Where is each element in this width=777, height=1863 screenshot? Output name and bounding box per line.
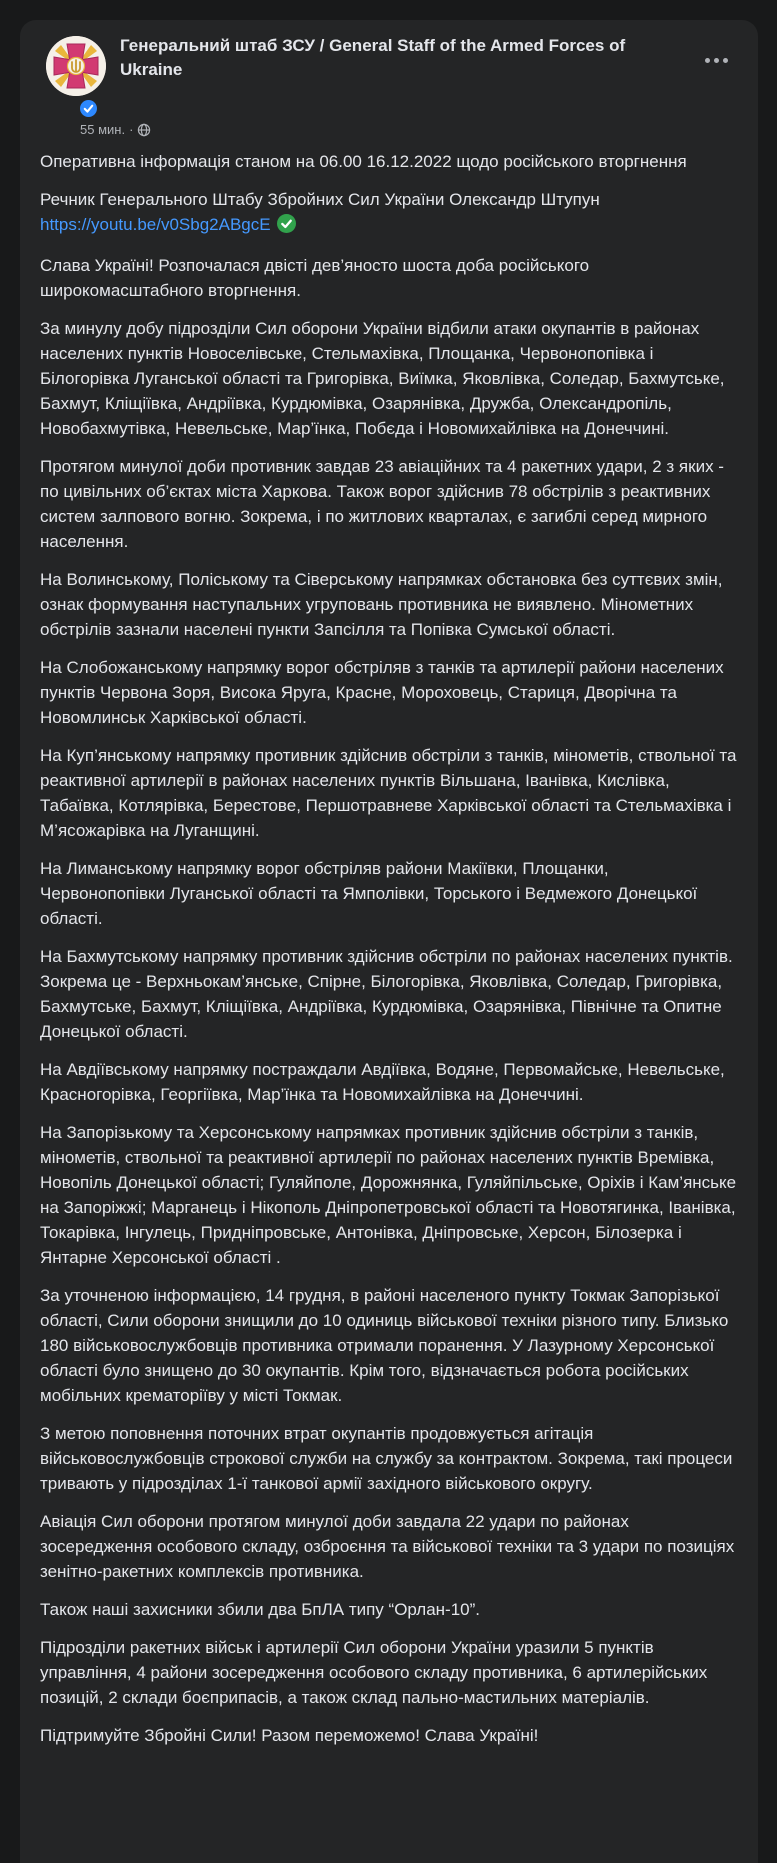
post-text xyxy=(36,149,742,1748)
post-paragraph: Протягом минулої доби противник завдав 23 авіаційних та 4 ракетних удари, 2 з яких - по цивільних об’єктах міста Харкова. Також ворог здійснив 78 обстрілів з реактивних систем залпового вогню. Зокрема, і по житлових кварталах, є загиблі серед мирного населення. xyxy=(40,457,729,551)
post-paragraph: Також наші захисники збили два БпЛА типу “Орлан-10”. xyxy=(40,1600,481,1619)
avatar[interactable] xyxy=(46,36,106,96)
post-header-sub xyxy=(80,100,742,137)
post-paragraph: На Бахмутському напрямку противник здійснив обстріли по районах населених пунктів. Зокрема це - Верхньокам’янське, Спірне, Білогорівка, Яковлівка, Соледар, Григорівка, Бахмутське, Бахмут, Кліщіївка, Андріївка, Курдюмівка, Озарянівка, Північне та Опитне Донецької області. xyxy=(40,947,738,1041)
page-name[interactable]: Генеральний штаб ЗСУ / General Staff of the Armed Forces of Ukraine xyxy=(120,36,626,79)
post-paragraph: На Слобожанському напрямку ворог обстріляв з танків та артилерії райони населених пунктів Червона Зоря, Висока Яруга, Красне, Мороховець, Стариця, Дворічна та Новомлинськ Харківської області. xyxy=(40,658,729,727)
post-paragraph: За уточненою інформацією, 14 грудня, в районі населеного пункту Токмак Запорізької області, Сили оборони знищили до 10 одиниць військової техніки різного типу. Близько 180 військовослужбовців противника отримали поранення. У Лазурному Херсонської області було знищено до 30 окупантів. Крім того, відзначається робота російських мобільних крематоріїву у місті Токмак. xyxy=(40,1286,734,1405)
more-options-button[interactable] xyxy=(697,50,736,71)
verified-badge-icon xyxy=(80,104,97,121)
post-paragraph: Оперативна інформація станом на 06.00 16.12.2022 щодо російського вторгнення xyxy=(40,152,687,171)
post-paragraph: На Авдіївському напрямку постраждали Авдіївка, Водяне, Первомайське, Невельське, Красногорівка, Георгіївка, Мар’їнка та Новомихайлівка на Донеччині. xyxy=(40,1060,730,1104)
general-staff-emblem-icon xyxy=(46,36,106,96)
post-paragraph: Підтримуйте Збройні Сили! Разом переможемо! Слава Україні! xyxy=(40,1726,539,1745)
post-paragraph xyxy=(40,187,738,240)
post-paragraph: На Лиманському напрямку ворог обстріляв райони Макіївки, Площанки, Червонопопівки Луганської області та Ямполівки, Торського і Ведмежого Донецької області. xyxy=(40,859,702,928)
post-paragraph: На Запорізькому та Херсонському напрямках противник здійснив обстріли з танків, мінометів, ствольної та реактивної артилерії по районах населених пунктів Времівка, Новопіль Донецької області; Гуляйполе, Дорожнянка, Гуляйпільське, Оріхів і Кам’янське на Запоріжжі; Марганець і Нікополь Дніпропетровської області та Новотягинка, Іванівка, Токарівка, Інгулець, Придніпровське, Антонівка, Дніпровське, Херсон, Білозерка і Янтарне Херсонської області . xyxy=(40,1123,741,1267)
more-options-icon xyxy=(705,58,728,63)
timestamp-link[interactable]: 55 мин. xyxy=(80,122,126,137)
post-paragraph: За минулу добу підрозділи Сил оборони України відбили атаки окупантів в районах населених пунктів Новоселівське, Стельмахівка, Площанка, Червонопопівка і Білогорівка Луганської області та Григорівка, Виїмка, Яковлівка, Соледар, Бахмутське, Бахмут, Кліщіївка, Андріївка, Курдюмівка, Озарянівка, Дружба, Олександропіль, Новобахмутівка, Невельське, Мар’їнка, Побєда і Новомихайлівка на Донеччині. xyxy=(40,319,730,438)
post-paragraph: Слава Україні! Розпочалася двісті дев’яносто шоста доба російського широкомасштабного вторгнення. xyxy=(40,256,594,300)
green-check-emoji-icon xyxy=(277,214,296,240)
globe-icon xyxy=(137,123,151,137)
post-header xyxy=(36,34,742,96)
speaker-line: Речник Генерального Штабу Збройних Сил України Олександр Штупун xyxy=(40,190,600,209)
post-paragraph: Авіація Сил оборони протягом минулої доби завдала 22 удари по районах зосередження особового складу, озброєння та військової техніки та 3 удари по позиціях зенітно-ракетних комплексів противника. xyxy=(40,1512,739,1581)
post-paragraph: На Волинському, Поліському та Сіверському напрямках обстановка без суттєвих змін, ознак формування наступальних угруповань противника не виявлено. Мінометних обстрілів зазнали населені пункти Запсілля та Попівка Сумської області. xyxy=(40,570,728,639)
post-paragraph: З метою поповнення поточних втрат окупантів продовжується агітація військовослужбовців строкової служби на службу за контрактом. Зокрема, такі процеси тривають у підрозділах 1-ї танкової армії західного військового округу. xyxy=(40,1424,738,1493)
youtube-link[interactable]: https://youtu.be/v0Sbg2ABgcE xyxy=(40,215,271,234)
timestamp-separator: · xyxy=(129,122,134,137)
post-paragraph: Підрозділи ракетних військ і артилерії Сил оборони України уразили 5 пунктів управління, 4 райони зосередження особового складу противника, 6 артилерійських позицій, 2 склади боєприпасів, а також склад пально-мастильних матеріалів. xyxy=(40,1638,713,1707)
post-card xyxy=(20,20,758,1863)
post-paragraph: На Куп’янському напрямку противник здійснив обстріли з танків, мінометів, ствольної та реактивної артилерії в районах населених пунктів Вільшана, Іванівка, Кислівка, Табаївка, Котлярівка, Берестове, Першотравневе Харківської області та Стельмахівка і М’ясожарівка на Луганщині. xyxy=(40,746,742,840)
